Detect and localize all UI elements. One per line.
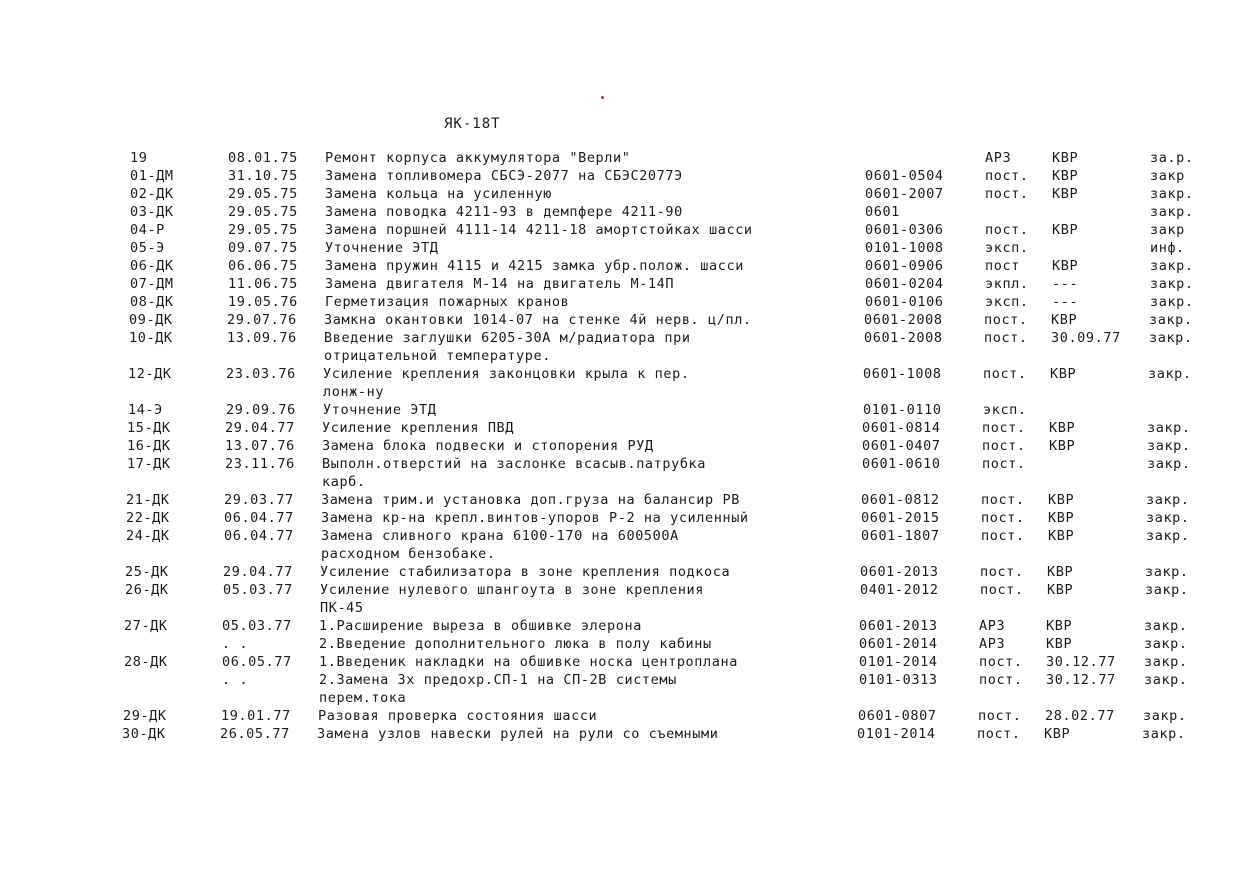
record-description: Замена топливомера СБСЭ-2077 на СБЭС2077Э bbox=[325, 168, 683, 184]
record-date: 29.05.75 bbox=[228, 186, 298, 202]
record-code: 0601-2008 bbox=[864, 330, 943, 346]
record-kind: пост. bbox=[985, 186, 1029, 202]
record-date: 13.09.76 bbox=[227, 330, 297, 346]
record-number: 05-Э bbox=[130, 240, 165, 256]
record-date: 13.07.76 bbox=[225, 438, 295, 454]
record-date: 06.05.77 bbox=[222, 654, 292, 670]
record-executor: 28.02.77 bbox=[1045, 708, 1115, 724]
record-number: 15-ДК bbox=[127, 420, 171, 436]
record-status: за.р. bbox=[1150, 150, 1194, 166]
record-executor: КВР bbox=[1047, 582, 1074, 598]
record-date: 29.04.77 bbox=[223, 564, 293, 580]
record-code: 0601-0807 bbox=[858, 708, 937, 724]
record-description: Уточнение ЭТД bbox=[323, 402, 437, 418]
record-number: 16-ДК bbox=[127, 438, 171, 454]
record-description: ПК-45 bbox=[320, 600, 364, 616]
record-description: 2.Введение дополнительного люка в полу кабины bbox=[319, 636, 712, 652]
record-code: 0601-2014 bbox=[859, 636, 938, 652]
record-number: 26-ДК bbox=[125, 582, 169, 598]
record-executor: 30.12.77 bbox=[1046, 654, 1116, 670]
record-code: 0601-2015 bbox=[861, 510, 940, 526]
record-code: 0601-2008 bbox=[864, 312, 943, 328]
record-status: закр. bbox=[1146, 510, 1190, 526]
record-description: 2.Замена 3х предохр.СП-1 на СП-2В системы bbox=[319, 672, 677, 688]
record-date: 19.01.77 bbox=[221, 708, 291, 724]
record-status: закр. bbox=[1150, 204, 1194, 220]
record-description: лонж-ну bbox=[323, 384, 385, 400]
record-code: 0601-0106 bbox=[865, 294, 944, 310]
record-number: 24-ДК bbox=[126, 528, 170, 544]
record-executor: КВР bbox=[1047, 564, 1074, 580]
record-code: 0601-0204 bbox=[865, 276, 944, 292]
record-executor: КВР bbox=[1052, 186, 1079, 202]
record-status: закр. bbox=[1142, 726, 1186, 742]
record-number: 22-ДК bbox=[126, 510, 170, 526]
record-date: 08.01.75 bbox=[228, 150, 298, 166]
record-executor: КВР bbox=[1048, 528, 1075, 544]
record-date: 09.07.75 bbox=[228, 240, 298, 256]
record-code: 0401-2012 bbox=[860, 582, 939, 598]
record-code: 0601-0407 bbox=[862, 438, 941, 454]
record-number: 04-Р bbox=[130, 222, 165, 238]
record-number: 10-ДК bbox=[129, 330, 173, 346]
record-executor: КВР bbox=[1044, 726, 1071, 742]
record-executor: КВР bbox=[1048, 492, 1075, 508]
record-number: 29-ДК bbox=[123, 708, 167, 724]
record-date: 05.03.77 bbox=[223, 582, 293, 598]
record-code: 0601-2013 bbox=[860, 564, 939, 580]
record-kind: пост. bbox=[979, 654, 1023, 670]
record-kind: эксп. bbox=[983, 402, 1027, 418]
record-code: 0601-0906 bbox=[865, 258, 944, 274]
record-description: перем.тока bbox=[319, 690, 407, 706]
record-kind: пост bbox=[985, 258, 1020, 274]
record-executor: 30.12.77 bbox=[1046, 672, 1116, 688]
record-description: Введение заглушки 6205-30А м/радиатора при bbox=[324, 330, 691, 346]
record-date: 29.07.76 bbox=[227, 312, 297, 328]
record-kind: пост. bbox=[978, 708, 1022, 724]
record-status: закр. bbox=[1150, 294, 1194, 310]
record-kind: пост. bbox=[981, 510, 1025, 526]
record-kind: пост. bbox=[984, 312, 1028, 328]
record-status: закр. bbox=[1146, 492, 1190, 508]
record-number: 17-ДК bbox=[127, 456, 171, 472]
record-kind: экпл. bbox=[985, 276, 1029, 292]
record-date: . . bbox=[222, 636, 249, 652]
record-description: Усиление крепления ПВД bbox=[322, 420, 515, 436]
record-description: Ремонт корпуса аккумулятора "Верли" bbox=[325, 150, 631, 166]
record-description: Замена кольца на усиленную bbox=[325, 186, 552, 202]
record-description: Замена блока подвески и стопорения РУД bbox=[322, 438, 654, 454]
record-code: 0601-1008 bbox=[863, 366, 942, 382]
record-code: 0101-0110 bbox=[863, 402, 942, 418]
record-status: закр. bbox=[1147, 438, 1191, 454]
record-date: 11.06.75 bbox=[228, 276, 298, 292]
record-status: закр. bbox=[1147, 456, 1191, 472]
record-status: закр. bbox=[1148, 366, 1192, 382]
record-description: Замена двигателя М-14 на двигатель М-14П bbox=[325, 276, 675, 292]
record-number: 07-ДМ bbox=[130, 276, 174, 292]
record-executor: КВР bbox=[1046, 636, 1073, 652]
record-description: 1.Введеник накладки на обшивке носка центроплана bbox=[319, 654, 738, 670]
record-number: 01-ДМ bbox=[130, 168, 174, 184]
record-description: Усиление крепления законцовки крыла к пер. bbox=[323, 366, 690, 382]
record-code: 0601-0610 bbox=[862, 456, 941, 472]
record-kind: пост. bbox=[980, 564, 1024, 580]
record-description: отрицательной температуре. bbox=[324, 348, 551, 364]
record-code: 0101-2014 bbox=[857, 726, 936, 742]
record-executor: КВР bbox=[1049, 420, 1076, 436]
record-description: Замена узлов навески рулей на рули со съемными bbox=[317, 726, 719, 742]
record-description: Усиление нулевого шпангоута в зоне крепления bbox=[320, 582, 705, 598]
record-kind: пост. bbox=[980, 582, 1024, 598]
record-date: 23.03.76 bbox=[226, 366, 296, 382]
page-title: ЯК-18Т bbox=[444, 116, 501, 132]
record-code: 0601-0504 bbox=[865, 168, 944, 184]
record-number: 03-ДК bbox=[130, 204, 174, 220]
record-description: 1.Расширение выреза в обшивке элерона bbox=[319, 618, 642, 634]
record-description: Разовая проверка состояния шасси bbox=[318, 708, 598, 724]
record-status: закр. bbox=[1149, 312, 1193, 328]
record-executor: КВР bbox=[1052, 168, 1079, 184]
record-status: закр. bbox=[1143, 708, 1187, 724]
record-number: 21-ДК bbox=[126, 492, 170, 508]
record-description: Замена кр-на крепл.винтов-упоров Р-2 на усиленный bbox=[321, 510, 749, 526]
record-status: закр. bbox=[1150, 276, 1194, 292]
record-code: 0601 bbox=[865, 204, 900, 220]
record-description: Замена трим.и установка доп.груза на балансир РВ bbox=[321, 492, 740, 508]
record-status: закр. bbox=[1145, 582, 1189, 598]
record-kind: пост. bbox=[977, 726, 1021, 742]
record-code: 0101-2014 bbox=[859, 654, 938, 670]
record-description: Усиление стабилизатора в зоне крепления подкоса bbox=[320, 564, 731, 580]
record-description: карб. bbox=[322, 474, 366, 490]
record-status: закр. bbox=[1150, 258, 1194, 274]
record-number: 02-ДК bbox=[130, 186, 174, 202]
record-status: закр. bbox=[1149, 330, 1193, 346]
record-executor: 30.09.77 bbox=[1051, 330, 1121, 346]
record-kind: пост. bbox=[979, 672, 1023, 688]
record-number: 28-ДК bbox=[124, 654, 168, 670]
record-executor: КВР bbox=[1052, 258, 1079, 274]
record-description: Герметизация пожарных кранов bbox=[325, 294, 570, 310]
record-date: 06.04.77 bbox=[224, 528, 294, 544]
record-kind: пост. bbox=[982, 438, 1026, 454]
record-status: инф. bbox=[1150, 240, 1185, 256]
record-description: Замена поршней 4111-14 4211-18 амортстойках шасси bbox=[325, 222, 753, 238]
record-description: Замена сливного крана 6100-170 на 600500А bbox=[321, 528, 679, 544]
record-date: 06.06.75 bbox=[228, 258, 298, 274]
record-description: Выполн.отверстий на заслонке всасыв.патрубка bbox=[322, 456, 707, 472]
record-date: 31.10.75 bbox=[228, 168, 298, 184]
record-kind: пост. bbox=[985, 222, 1029, 238]
record-executor: --- bbox=[1052, 294, 1079, 310]
record-code: 0601-0812 bbox=[861, 492, 940, 508]
record-number: 06-ДК bbox=[130, 258, 174, 274]
record-kind: пост. bbox=[981, 528, 1025, 544]
record-code: 0101-1008 bbox=[865, 240, 944, 256]
record-date: . . bbox=[222, 672, 249, 688]
record-date: 19.05.76 bbox=[228, 294, 298, 310]
record-status: закр. bbox=[1144, 618, 1188, 634]
record-status: закр bbox=[1150, 222, 1185, 238]
record-date: 06.04.77 bbox=[224, 510, 294, 526]
record-code: 0601-2007 bbox=[865, 186, 944, 202]
record-number: 12-ДК bbox=[128, 366, 172, 382]
record-status: закр. bbox=[1147, 420, 1191, 436]
record-number: 25-ДК bbox=[125, 564, 169, 580]
record-status: закр. bbox=[1150, 186, 1194, 202]
record-date: 29.03.77 bbox=[224, 492, 294, 508]
record-date: 23.11.76 bbox=[225, 456, 295, 472]
record-date: 05.03.77 bbox=[222, 618, 292, 634]
record-kind: эксп. bbox=[985, 294, 1029, 310]
record-status: закр. bbox=[1144, 636, 1188, 652]
record-number: 30-ДК bbox=[122, 726, 166, 742]
record-number: 09-ДК bbox=[129, 312, 173, 328]
record-code: 0601-0814 bbox=[862, 420, 941, 436]
record-status: закр. bbox=[1145, 564, 1189, 580]
record-code: 0101-0313 bbox=[859, 672, 938, 688]
record-executor: КВР bbox=[1052, 150, 1079, 166]
record-kind: АРЗ bbox=[979, 618, 1006, 634]
ink-speck bbox=[601, 96, 604, 99]
record-kind: пост. bbox=[982, 456, 1026, 472]
record-kind: АРЗ bbox=[985, 150, 1012, 166]
record-executor: КВР bbox=[1046, 618, 1073, 634]
record-executor: КВР bbox=[1050, 366, 1077, 382]
record-number: 08-ДК bbox=[130, 294, 174, 310]
record-code: 0601-0306 bbox=[865, 222, 944, 238]
record-description: Замена пружин 4115 и 4215 замка убр.полож. шасси bbox=[325, 258, 744, 274]
record-date: 29.05.75 bbox=[228, 204, 298, 220]
record-code: 0601-1807 bbox=[861, 528, 940, 544]
record-date: 26.05.77 bbox=[220, 726, 290, 742]
record-status: закр. bbox=[1144, 672, 1188, 688]
record-executor: КВР bbox=[1049, 438, 1076, 454]
record-kind: пост. bbox=[981, 492, 1025, 508]
record-number: 19 bbox=[130, 150, 148, 166]
record-kind: пост. bbox=[985, 168, 1029, 184]
record-kind: пост. bbox=[982, 420, 1026, 436]
record-description: Замкна окантовки 1014-07 на стенке 4й нерв. ц/пл. bbox=[324, 312, 752, 328]
record-kind: эксп. bbox=[985, 240, 1029, 256]
record-description: Уточнение ЭТД bbox=[325, 240, 439, 256]
record-description: расходном бензобаке. bbox=[321, 546, 496, 562]
record-status: закр. bbox=[1144, 654, 1188, 670]
record-kind: АРЗ bbox=[979, 636, 1006, 652]
record-status: закр. bbox=[1146, 528, 1190, 544]
record-date: 29.04.77 bbox=[225, 420, 295, 436]
record-executor: КВР bbox=[1051, 312, 1078, 328]
record-executor: КВР bbox=[1052, 222, 1079, 238]
record-executor: --- bbox=[1052, 276, 1079, 292]
record-date: 29.09.76 bbox=[226, 402, 296, 418]
record-code: 0601-2013 bbox=[859, 618, 938, 634]
record-number: 27-ДК bbox=[124, 618, 168, 634]
record-executor: КВР bbox=[1048, 510, 1075, 526]
record-date: 29.05.75 bbox=[228, 222, 298, 238]
record-status: закр bbox=[1150, 168, 1185, 184]
record-description: Замена поводка 4211-93 в демпфере 4211-90 bbox=[325, 204, 683, 220]
record-kind: пост. bbox=[984, 330, 1028, 346]
record-number: 14-Э bbox=[128, 402, 163, 418]
record-kind: пост. bbox=[983, 366, 1027, 382]
